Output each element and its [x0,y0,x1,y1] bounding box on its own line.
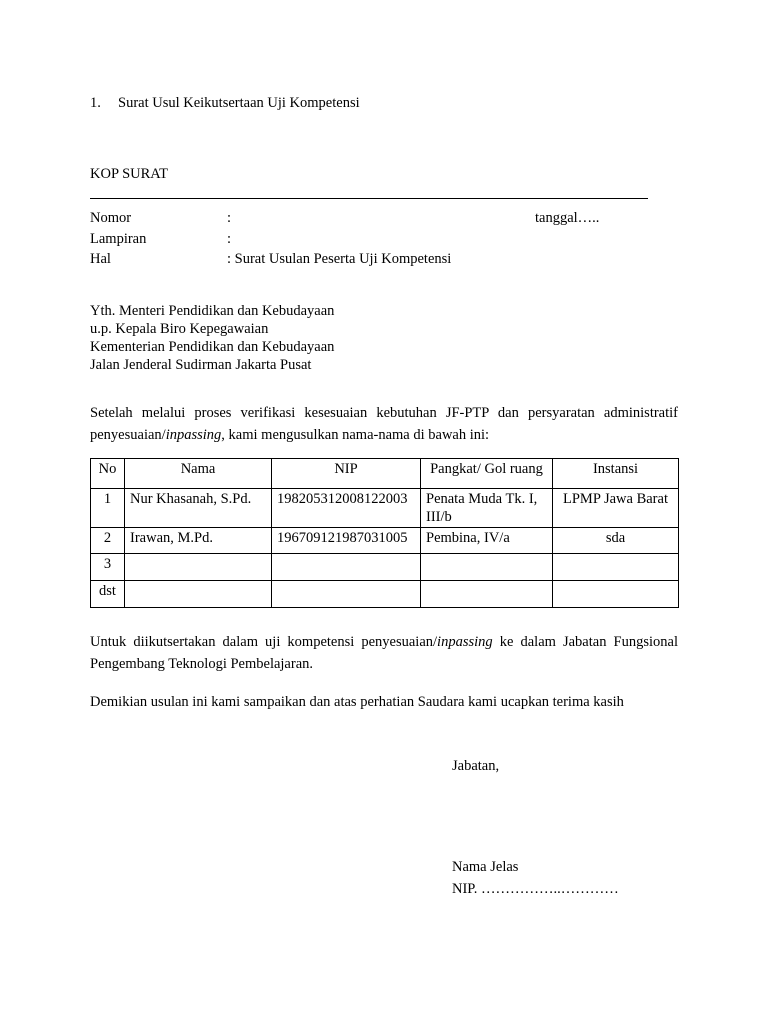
address-line-1: Yth. Menteri Pendidikan dan Kebudayaan [90,303,335,319]
cell-pangkat: Penata Muda Tk. I, III/b [421,489,553,528]
table-row [91,528,679,554]
cell-instansi: LPMP Jawa Barat [553,489,679,528]
address-line-3: Kementerian Pendidikan dan Kebudayaan [90,339,335,355]
hal-label: Hal [90,251,111,267]
table-row [91,554,679,581]
cell-instansi: sda [553,528,679,554]
cell-nama: Nur Khasanah, S.Pd. [125,489,272,528]
header-pangkat: Pangkat/ Gol ruang [421,459,553,489]
cell-no: 1 [91,489,125,528]
intro-line-1: Setelah melalui proses verifikasi kesesuaian kebutuhan JF-PTP dan persyaratan administratif [90,405,678,421]
lampiran-label: Lampiran [90,231,147,247]
cell-instansi [553,554,679,581]
hal-value: : Surat Usulan Peserta Uji Kompetensi [227,251,452,267]
table-header-row [91,459,679,489]
cell-no: dst [91,581,125,608]
letterhead-rule [90,198,648,199]
nomor-label: Nomor [90,210,132,226]
tanggal-field: tanggal….. [535,210,600,226]
participants-table [90,458,679,608]
cell-nama [125,554,272,581]
table-row [91,581,679,608]
heading-title: Surat Usul Keikutsertaan Uji Kompetensi [118,95,360,111]
signature-jabatan: Jabatan, [452,758,500,774]
cell-instansi [553,581,679,608]
cell-pangkat [421,554,553,581]
header-instansi: Instansi [553,459,679,489]
cell-nama [125,581,272,608]
cell-nip [272,581,421,608]
cell-pangkat [421,581,553,608]
cell-pangkat: Pembina, IV/a [421,528,553,554]
address-line-2: u.p. Kepala Biro Kepegawaian [90,321,269,337]
heading-number: 1. [90,95,101,111]
cell-nip: 198205312008122003 [272,489,421,528]
signature-nip: NIP. ……………..………… [452,881,619,897]
cell-nip: 196709121987031005 [272,528,421,554]
closing-sentence: Demikian usulan ini kami sampaikan dan atas perhatian Saudara kami ucapkan terima kasih [90,694,624,710]
cell-nama: Irawan, M.Pd. [125,528,272,554]
kop-surat-label: KOP SURAT [90,166,169,182]
header-nip: NIP [272,459,421,489]
nomor-colon: : [227,210,232,226]
cell-nip [272,554,421,581]
signature-nama: Nama Jelas [452,859,519,875]
table-row [91,489,679,528]
address-line-4: Jalan Jenderal Sudirman Jakarta Pusat [90,357,312,373]
purpose-paragraph: Untuk diikutsertakan dalam uji kompetensi penyesuaian/inpassing ke dalam Jabatan Fungsional Pengembang Teknologi Pembelajaran. [90,634,678,672]
cell-no: 2 [91,528,125,554]
intro-line-2: penyesuaian/inpassing, kami mengusulkan nama-nama di bawah ini: [90,427,490,443]
header-no: No [91,459,125,489]
header-nama: Nama [125,459,272,489]
cell-no: 3 [91,554,125,581]
lampiran-colon: : [227,231,232,247]
